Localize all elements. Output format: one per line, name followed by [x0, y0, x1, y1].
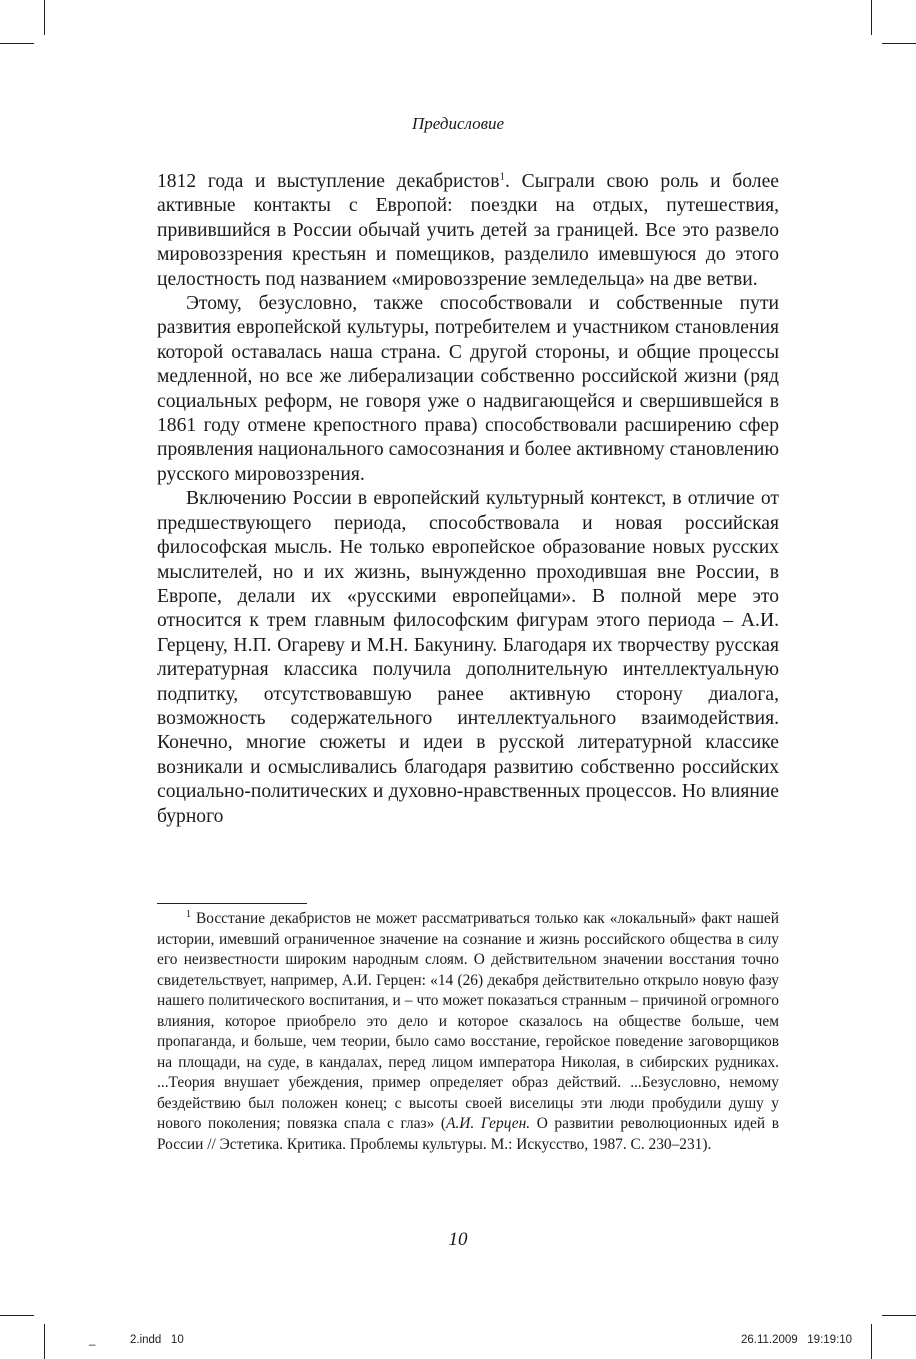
crop-mark-top-left-v [44, 0, 45, 35]
paragraph-3: Включению России в европейский культурный контекст, в отличие от предшествующего периода, способствовала и новая российская философская мысль. Не только европейское образование новых русских мыслителей, но и их жизнь, вынужденно проходившая вне России, в Европе, делали их «русскими европейцами». В полной мере это относится к трем главным философским фигурам этого периода – А.И. Герцену, Н.П. Огареву и М.Н. Бакунину. Благодаря их творчеству русская литературная классика получила дополнительную интеллектуальную подпитку, отсутствовавшую ранее активную сторону диалога, возможность содержательного интеллектуального взаимодействия. Конечно, многие сюжеты и идеи в русской литературной классике возникали и осмысливались благодаря развитию собственно российских социально-политических и духовно-нравственных процессов. Но влияние бурного [157, 488, 779, 827]
crop-mark-bottom-right-h [882, 1315, 916, 1316]
slug-dash: _ [89, 1334, 96, 1346]
footnote-reference: 1 [499, 170, 506, 183]
paragraph-1 [157, 170, 779, 292]
footnote-separator [157, 903, 307, 904]
footnote-marker: 1 [186, 908, 191, 920]
footnote-author: А.И. Герцен. [446, 1115, 531, 1132]
paragraph-1-start: 1812 года и выступление декабристов [157, 171, 500, 192]
footnote-text [157, 909, 779, 1155]
main-text [157, 170, 779, 829]
running-head: Предисловие [411, 114, 505, 133]
crop-mark-bottom-left-v [44, 1324, 45, 1359]
footnote-text-end: О развитии революционных идей в России // Эстетика. Критика. Проблемы культуры. М.: Искусство, 1987. С. 230–231). [157, 1115, 779, 1153]
footnote-text-start: Восстание декабристов не может рассматриваться только как «локальный» факт нашей истории, имевший ограниченное значение на сознание и жизнь российского общества в силу его неизвестности широким народным слоям. О действительном значении восстания точно свидетельствует, например, А.И. Герцен: «14 (26) декабря действительно открыло новую фазу нашего политического воспитания, и – что может показаться странным – причиной огромного влияния, которое приобрело это дело и которое сказалось на обществе больше, чем пропаганда, и больше, чем теории, было само восстание, геройское поведение заговорщиков на площади, на суде, в кандалах, перед лицом императора Николая, в сибирских рудниках. ...Теория внушает убеждения, пример определяет образ действий. ...Безусловно, немому бездействию был положен конец; с высоты своей виселицы эти люди пробудили душу у нового поколения; повязка спала с глаз» ( [157, 910, 779, 1132]
crop-mark-top-right-h [882, 43, 916, 44]
footnote [157, 909, 779, 1155]
crop-mark-top-left-h [0, 43, 34, 44]
crop-mark-bottom-right-v [871, 1324, 872, 1359]
slug-datetime: 26.11.2009 19:19:10 [741, 1334, 853, 1346]
paragraph-2: Этому, безусловно, также способствовали и собственные пути развития европейской культуры, потребителем и участником становления которой оставалась наша страна. С другой стороны, и общие процессы медленной, но все же либерализации собственно российской жизни (ряд социальных реформ, не говоря уже о надвигающейся и свершившейся в 1861 году отмене крепостного права) способствовали расширению сфер проявления национального самосознания и более активному становлению русского мировоззрения. [157, 293, 780, 485]
crop-mark-bottom-left-h [0, 1315, 34, 1316]
crop-mark-top-right-v [871, 0, 872, 35]
paragraph-1-end: . Сыграли свою роль и более активные контакты с Европой: поездки на отдых, путешествия, привившийся в России обычай учить детей за границей. Все это развело мировоззрения крестьян и помещиков, разделило имевшуюся до этого целостность под названием «мировоззрение земледельца» на две ветви. [157, 171, 779, 290]
slug-filename: 2.indd 10 [130, 1334, 184, 1346]
page-number: 10 [448, 1229, 468, 1250]
